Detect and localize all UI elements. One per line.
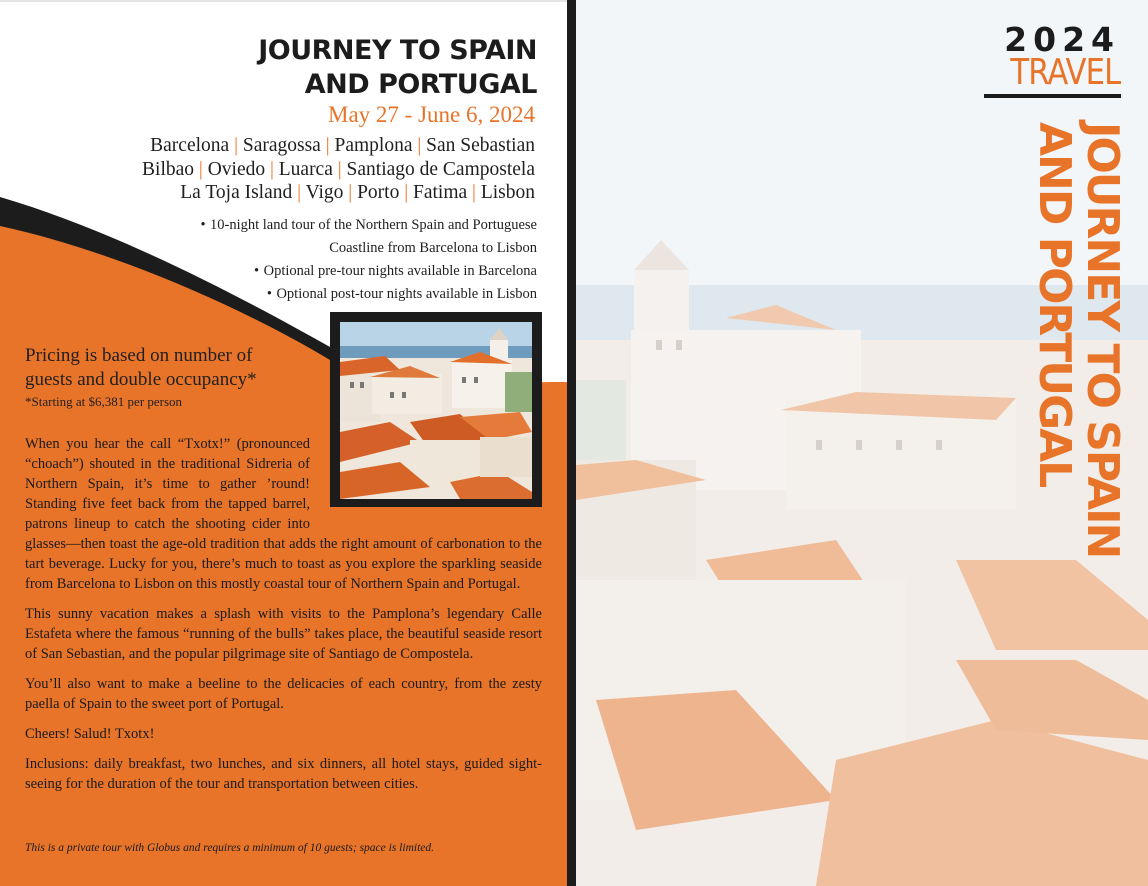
description-paragraph: This sunny vacation makes a splash with visits to the Pamplona’s legendary Calle Estafeta where the famous “running of the bulls” takes place, the beautiful seaside resort of San Sebastian, and the popular pilgrimage site of Santiago de Compostela. — [25, 606, 542, 662]
title-line-1: JOURNEY TO SPAIN — [258, 35, 537, 66]
city-line-2: Bilbao | Oviedo | Luarca | Santiago de Campostela — [142, 158, 535, 180]
tour-description — [25, 434, 542, 804]
cover-year: 2024 — [1004, 20, 1120, 59]
disclaimer-note: This is a private tour with Globus and requires a minimum of 10 guests; space is limited. — [25, 842, 434, 854]
highlight-item: • Optional post-tour nights available in Lisbon — [266, 286, 537, 302]
city: Vigo — [305, 182, 344, 203]
description-paragraph: You’ll also want to make a beeline to the delicacies of each country, from the zesty paella of Spain to the sweet port of Portugal. — [25, 676, 542, 712]
brochure-inner-panel — [0, 0, 567, 886]
tour-highlights — [196, 214, 537, 306]
highlight-item: • Optional pre-tour nights available in Barcelona — [254, 263, 537, 279]
panel-divider — [567, 0, 576, 886]
description-paragraph: When you hear the call “Txotx!” (pronounced “choach”) shouted in the traditional Sidreria of Northern Spain, it’s time to gather ’round! Standing five feet back from the tapped barrel, patrons lineup to catch the shooting cider into glasses—then toast the age-old tradition that adds the right amount of carbonation to the tart beverage. Lucky for you, there’s much to toast as you explore the sparkling seaside from Barcelona to Lisbon on this mostly coastal tour of Northern Spain and Portugal. — [25, 436, 542, 592]
city-list — [142, 134, 535, 205]
cover-vertical-line-1: JOURNEY TO SPAIN — [1077, 122, 1128, 558]
city: Lisbon — [480, 182, 535, 203]
city: Porto — [357, 182, 400, 203]
city: Bilbao — [142, 158, 195, 180]
city-line-1: Barcelona | Saragossa | Pamplona | San Sebastian — [150, 135, 535, 156]
city: Oviedo — [207, 158, 266, 180]
brochure-cover-panel — [576, 0, 1148, 886]
photo-text-wrap — [310, 434, 542, 534]
description-paragraph: Cheers! Salud! Txotx! — [25, 726, 155, 742]
city-line-3: La Toja Island | Vigo | Porto | Fatima | Lisbon — [180, 182, 535, 203]
highlight-item: • 10-night land tour of the Northern Spain and Portuguese — [200, 217, 537, 233]
cover-label: TRAVEL — [1010, 52, 1120, 93]
tour-dates: May 27 - June 6, 2024 — [328, 102, 535, 127]
city: Barcelona — [150, 135, 230, 156]
city: La Toja Island — [180, 182, 293, 203]
page-title — [258, 34, 537, 102]
city: Santiago de Campostela — [346, 158, 535, 180]
highlight-item-continued: Coastline from Barcelona to Lisbon — [329, 240, 537, 256]
city: Saragossa — [242, 135, 321, 156]
inclusions-paragraph: Inclusions: daily breakfast, two lunches, and six dinners, all hotel stays, guided sight-seeing for the duration of the tour and transportation between cities. — [25, 756, 542, 792]
title-line-2: AND PORTUGAL — [304, 69, 537, 100]
pricing-heading: Pricing is based on number of guests and double occupancy* — [25, 345, 257, 390]
cover-vertical-line-2: AND PORTUGAL — [1029, 122, 1080, 487]
city: Fatima — [413, 182, 468, 203]
cover-vertical-title — [1030, 122, 1126, 557]
starting-price: *Starting at $6,381 per person — [25, 394, 183, 409]
pricing-block — [25, 344, 325, 409]
city: Pamplona — [334, 135, 413, 156]
city: San Sebastian — [426, 135, 535, 156]
cover-rule — [984, 94, 1121, 98]
city: Luarca — [278, 158, 333, 180]
